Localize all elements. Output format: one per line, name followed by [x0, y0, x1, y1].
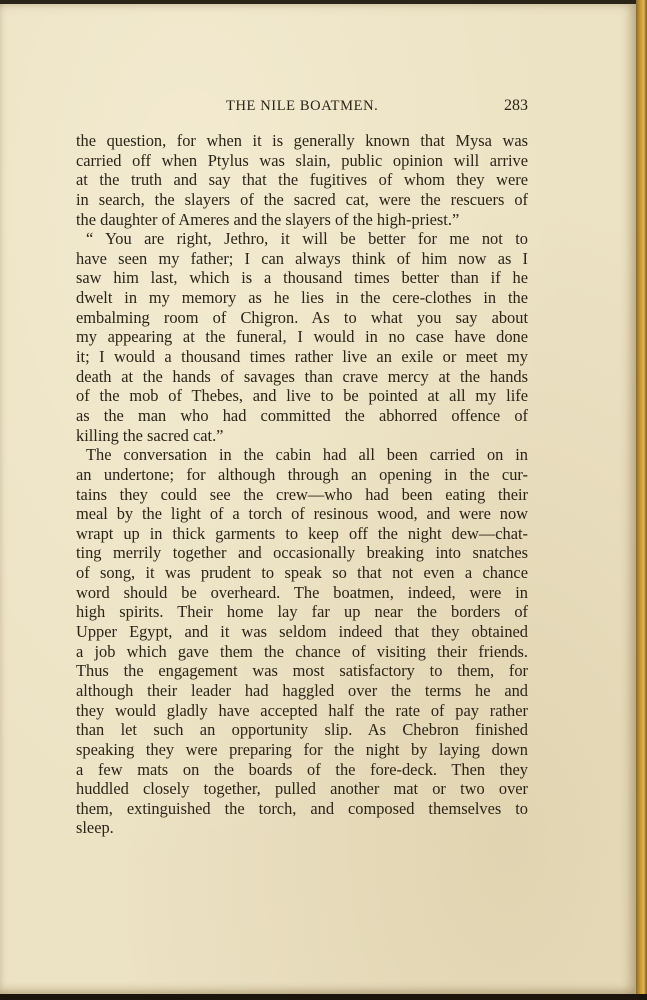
page-edge-bottom — [0, 994, 647, 1000]
text-line: them, extinguished the torch, and composed themselves to — [76, 798, 528, 818]
page-edge-gilt — [636, 0, 647, 1000]
text-line: word should be overheard. The boatmen, indeed, were in — [76, 582, 528, 602]
text-line: of the mob of Thebes, and live to be pointed at all my life — [76, 386, 528, 406]
text-line: tains they could see the crew—who had been eating their — [76, 484, 528, 504]
text-line: ting merrily together and occasionally breaking into snatches — [76, 543, 528, 563]
text-line: high spirits. Their home lay far up near the borders of — [76, 602, 528, 622]
text-line: in search, the slayers of the sacred cat, were the rescuers of — [76, 189, 528, 209]
text-line: the daughter of Ameres and the slayers of the high-priest.” — [76, 209, 460, 229]
text-line: killing the sacred cat.” — [76, 425, 224, 445]
text-line: speaking they were preparing for the night by laying down — [76, 739, 528, 759]
text-line: Upper Egypt, and it was seldom indeed that they obtained — [76, 622, 528, 642]
page-number: 283 — [504, 97, 528, 114]
text-line: death at the hands of savages than crave mercy at the hands — [76, 366, 528, 386]
text-line: they would gladly have accepted half the rate of pay rather — [76, 700, 528, 720]
text-line: carried off when Ptylus was slain, public opinion will arrive — [76, 150, 528, 170]
text-line: my appearing at the funeral, I would in no case have done — [76, 327, 528, 347]
text-line: embalming room of Chigron. As to what you say about — [76, 307, 528, 327]
text-line: an undertone; for although through an opening in the cur- — [76, 464, 528, 484]
text-line: a job which gave them the chance of visiting their friends. — [76, 641, 528, 661]
text-line: wrapt up in thick garments to keep off the night dew—chat- — [76, 523, 528, 543]
text-line: The conversation in the cabin had all been carried on in — [86, 445, 528, 465]
text-line: a few mats on the boards of the fore-deck. Then they — [76, 759, 528, 779]
text-line: at the truth and say that the fugitives of whom they were — [76, 170, 528, 190]
body-text — [76, 131, 528, 838]
text-line: of song, it was prudent to speak so that not even a chance — [76, 563, 528, 583]
text-line: dwelt in my memory as he lies in the cere-clothes in the — [76, 288, 528, 308]
text-line: than let such an opportunity slip. As Chebron finished — [76, 720, 528, 740]
text-line: it; I would a thousand times rather live an exile or meet my — [76, 347, 528, 367]
text-line: although their leader had haggled over the terms he and — [76, 680, 528, 700]
text-line: have seen my father; I can always think of him now as I — [76, 248, 528, 268]
text-line: meal by the light of a torch of resinous wood, and were now — [76, 504, 528, 524]
text-line: saw him last, which is a thousand times better than if he — [76, 268, 528, 288]
running-head: THE NILE BOATMEN. — [226, 98, 379, 114]
text-line: huddled closely together, pulled another mat or two over — [76, 779, 528, 799]
text-line: as the man who had committed the abhorred offence of — [76, 405, 528, 425]
text-line: Thus the engagement was most satisfactory to them, for — [76, 661, 528, 681]
text-line: the question, for when it is generally known that Mysa was — [76, 131, 528, 150]
text-line: “ You are right, Jethro, it will be better for me not to — [86, 229, 528, 249]
page-header — [76, 95, 528, 117]
text-line: sleep. — [76, 818, 114, 838]
